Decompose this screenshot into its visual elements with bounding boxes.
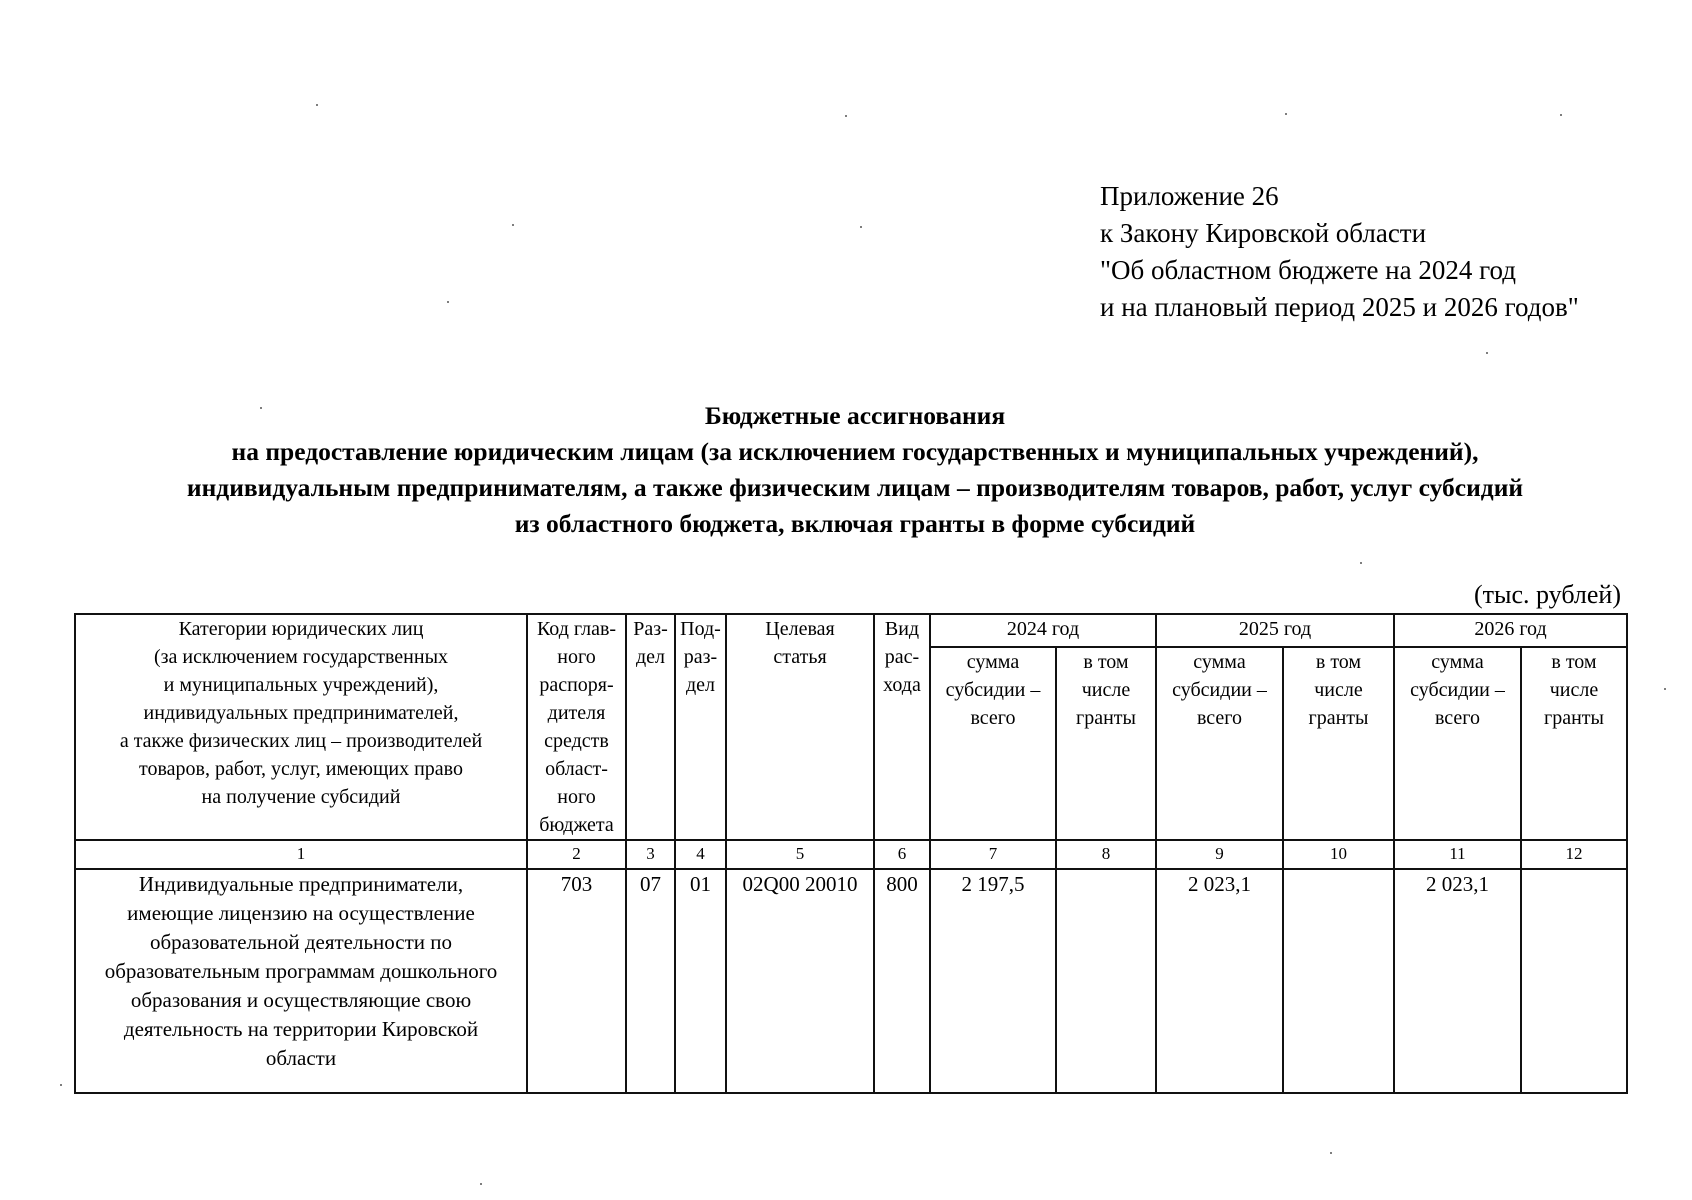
- header-subsidy-total-2026: сумма субсидии – всего: [1394, 647, 1521, 840]
- title-line: Бюджетные ассигнования: [704, 401, 1006, 430]
- header-subsidy-total-2024: сумма субсидии – всего: [930, 647, 1056, 840]
- header-expense-type: Вид рас- хода: [874, 614, 930, 840]
- row-total-2026: 2 023,1: [1394, 869, 1521, 1093]
- header-grants-2025: в том числе гранты: [1283, 647, 1394, 840]
- header-target-article: Целевая статья: [726, 614, 874, 840]
- annex-reference: [1100, 178, 1579, 326]
- table-row: [75, 869, 1627, 1093]
- column-number: 1: [75, 840, 527, 869]
- header-grants-2026: в том числе гранты: [1521, 647, 1627, 840]
- scan-speck: [860, 226, 862, 228]
- title-line: из областного бюджета, включая гранты в форме субсидий: [514, 509, 1196, 538]
- column-number: 3: [626, 840, 675, 869]
- column-number: 4: [675, 840, 726, 869]
- scan-speck: [316, 104, 318, 106]
- row-expense-type: 800: [874, 869, 930, 1093]
- scan-speck: [1285, 113, 1287, 115]
- column-number-row: [75, 840, 1627, 869]
- column-number: 6: [874, 840, 930, 869]
- row-total-2025: 2 023,1: [1156, 869, 1283, 1093]
- annex-line: к Закону Кировской области: [1100, 218, 1427, 248]
- header-section: Раз- дел: [626, 614, 675, 840]
- scan-speck: [480, 1183, 482, 1185]
- scan-speck: [1560, 114, 1562, 116]
- scan-speck: [512, 224, 514, 226]
- column-number: 11: [1394, 840, 1521, 869]
- header-category: Категории юридических лиц (за исключением государственных и муниципальных учреждений), индивидуальных предпринимателей, а также физических лиц – производителей товаров, работ, услуг, имеющих право на получение субсидий: [75, 614, 527, 840]
- scan-speck: [260, 407, 262, 409]
- row-total-2024: 2 197,5: [930, 869, 1056, 1093]
- scan-speck: [447, 301, 449, 303]
- column-number: 9: [1156, 840, 1283, 869]
- annex-line: и на плановый период 2025 и 2026 годов": [1100, 292, 1579, 322]
- row-category: Индивидуальные предприниматели, имеющие лицензию на осуществление образовательной деятельности по образовательным программам дошкольного образования и осуществляющие свою деятельность на территории Кировской области: [75, 869, 527, 1093]
- column-number: 2: [527, 840, 626, 869]
- column-number: 5: [726, 840, 874, 869]
- row-target-article: 02Q00 20010: [726, 869, 874, 1093]
- scan-speck: [60, 1084, 62, 1086]
- header-grants-2024: в том числе гранты: [1056, 647, 1156, 840]
- row-grants-2024: [1056, 869, 1156, 1093]
- units-label: (тыс. рублей): [1473, 580, 1621, 609]
- column-number: 7: [930, 840, 1056, 869]
- annex-line: Приложение 26: [1100, 181, 1279, 211]
- column-number: 10: [1283, 840, 1394, 869]
- column-number: 12: [1521, 840, 1627, 869]
- scan-speck: [1664, 688, 1666, 690]
- row-admin-code: 703: [527, 869, 626, 1093]
- row-grants-2026: [1521, 869, 1627, 1093]
- annex-line: "Об областном бюджете на 2024 год: [1100, 255, 1516, 285]
- column-number: 8: [1056, 840, 1156, 869]
- row-section: 07: [626, 869, 675, 1093]
- header-row: [75, 614, 1627, 647]
- row-subsection: 01: [675, 869, 726, 1093]
- header-admin-code: Код глав- ного распоря- дителя средств област- ного бюджета: [527, 614, 626, 840]
- document-title: [60, 398, 1650, 542]
- row-grants-2025: [1283, 869, 1394, 1093]
- scan-speck: [845, 115, 847, 117]
- title-line: на предоставление юридическим лицам (за исключением государственных и муниципальных учреждений),: [231, 437, 1479, 466]
- header-year-2024: 2024 год: [930, 614, 1156, 647]
- header-subsidy-total-2025: сумма субсидии – всего: [1156, 647, 1283, 840]
- header-subsection: Под- раз- дел: [675, 614, 726, 840]
- header-year-2026: 2026 год: [1394, 614, 1627, 647]
- scan-speck: [1486, 352, 1488, 354]
- scan-speck: [1360, 562, 1362, 564]
- budget-table: [74, 613, 1628, 1094]
- scan-speck: [1330, 1152, 1332, 1154]
- header-year-2025: 2025 год: [1156, 614, 1394, 647]
- title-line: индивидуальным предпринимателям, а также физическим лицам – производителям товаров, работ, услуг субсидий: [186, 473, 1524, 502]
